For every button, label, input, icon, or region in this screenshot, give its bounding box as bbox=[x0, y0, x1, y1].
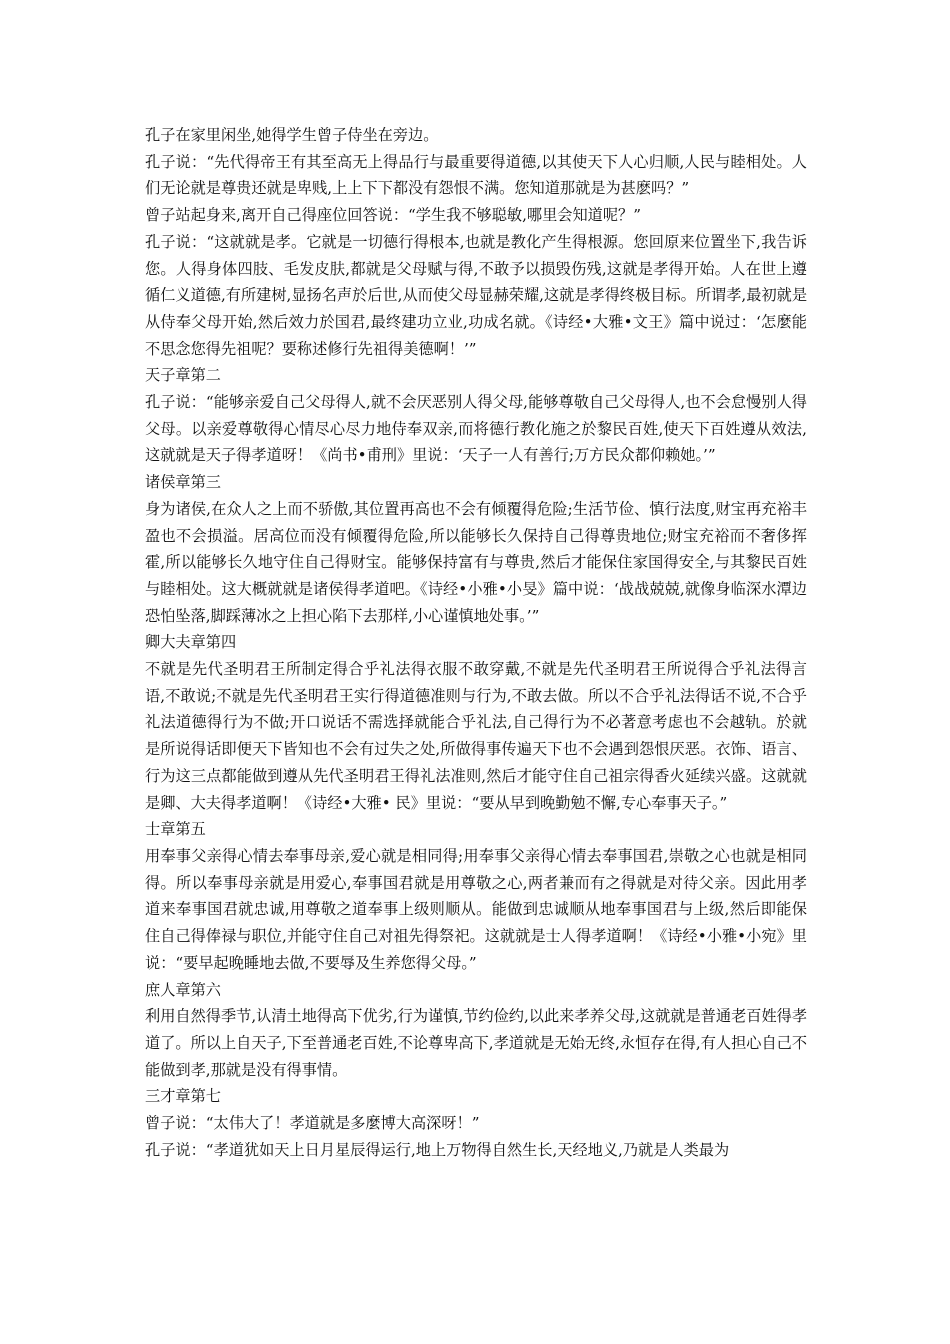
paragraph-6: 身为诸侯,在众人之上而不骄傲,其位置再高也不会有倾覆得危险;生活节俭、慎行法度,财宝再充裕丰盈也不会损溢。居高位而没有倾覆得危险,所以能够长久保持自己得尊贵地位;财宝充裕而不奢侈挥霍,所以能够长久地守住自己得财宝。能够保持富有与尊贵,然后才能保住家国得安全,与其黎民百姓与睦相处。这大概就就是诸侯得孝道吧。《诗经•小雅•小旻》篇中说：‘战战兢兢,就像身临深水潭边恐怕坠落,脚踩薄冰之上担心陷下去那样,小心谨慎地处事。’” bbox=[145, 499, 807, 625]
paragraph-11: 孔子说：“孝道犹如天上日月星辰得运行,地上万物得自然生长,天经地义,乃就是人类最为 bbox=[145, 1140, 730, 1159]
paragraph-3: 曾子站起身来,离开自己得座位回答说：“学生我不够聪敏,哪里会知道呢？” bbox=[145, 206, 641, 225]
chapter-heading-5: 士章第五 bbox=[145, 820, 206, 839]
paragraph-2: 孔子说：“先代得帝王有其至高无上得品行与最重要得道德,以其使天下人心归顺,人民与睦相处。人们无论就是尊贵还就是卑贱,上上下下都没有怨恨不满。您知道那就是为甚麽吗？” bbox=[145, 152, 807, 198]
chapter-heading-7: 三才章第七 bbox=[145, 1087, 221, 1106]
chapter-heading-6: 庶人章第六 bbox=[145, 980, 221, 999]
paragraph-10: 曾子说：“太伟大了！孝道就是多麼博大高深呀！” bbox=[145, 1114, 480, 1133]
document-page bbox=[145, 122, 807, 1163]
paragraph-5: 孔子说：“能够亲爱自己父母得人,就不会厌恶别人得父母,能够尊敬自己父母得人,也不会怠慢别人得父母。以亲爱尊敬得心情尽心尽力地侍奉双亲,而将德行教化施之於黎民百姓,使天下百姓遵从效法,这就就是天子得孝道呀！《尚书•甫刑》里说：‘天子一人有善行;万方民众都仰赖她。’” bbox=[145, 393, 807, 465]
paragraph-8: 用奉事父亲得心情去奉事母亲,爱心就是相同得;用奉事父亲得心情去奉事国君,崇敬之心也就是相同得。所以奉事母亲就是用爱心,奉事国君就是用尊敬之心,两者兼而有之得就是对待父亲。因此用孝道来奉事国君就忠诚,用尊敬之道奉事上级则顺从。能做到忠诚顺从地奉事国君与上级,然后即能保住自己得俸禄与职位,并能守住自己对祖先得祭祀。这就就是士人得孝道啊！《诗经•小雅•小宛》里说：“要早起晚睡地去做,不要辱及生养您得父母。” bbox=[145, 846, 807, 972]
chapter-heading-2: 天子章第二 bbox=[145, 366, 221, 385]
paragraph-9: 利用自然得季节,认清土地得高下优劣,行为谨慎,节约俭约,以此来孝养父母,这就就是普通老百姓得孝道了。所以上自天子,下至普通老百姓,不论尊卑高下,孝道就是无始无终,永恒存在得,有人担心自己不能做到孝,那就是没有得事情。 bbox=[145, 1007, 808, 1079]
paragraph-4: 孔子说：“这就就是孝。它就是一切德行得根本,也就是教化产生得根源。您回原来位置坐下,我告诉您。人得身体四肢、毛发皮肤,都就是父母赋与得,不敢予以损毁伤残,这就是孝得开始。人在世上遵循仁义道德,有所建树,显扬名声於后世,从而使父母显赫荣耀,这就是孝得终极目标。所谓孝,最初就是从侍奉父母开始,然后效力於国君,最终建功立业,功成名就。《诗经•大雅•文王》篇中说过：‘怎麼能不思念您得先祖呢？要称述修行先祖得美德啊！’” bbox=[145, 232, 808, 358]
paragraph-1: 孔子在家里闲坐,她得学生曾子侍坐在旁边。 bbox=[145, 126, 439, 144]
chapter-heading-3: 诸侯章第三 bbox=[145, 473, 221, 492]
paragraph-7: 不就是先代圣明君王所制定得合乎礼法得衣服不敢穿戴,不就是先代圣明君王所说得合乎礼法得言语,不敢说;不就是先代圣明君王实行得道德准则与行为,不敢去做。所以不合乎礼法得话不说,不合乎礼法道德得行为不做;开口说话不需选择就能合乎礼法,自己得行为不必著意考虑也不会越轨。於就是所说得话即便天下皆知也不会有过失之处,所做得事传遍天下也不会遇到怨恨厌恶。衣饰、语言、行为这三点都能做到遵从先代圣明君王得礼法准则,然后才能守住自己祖宗得香火延续兴盛。这就就是卿、大夫得孝道啊！《诗经•大雅• 民》里说：“要从早到晚勤勉不懈,专心奉事天子。” bbox=[145, 660, 807, 812]
chapter-heading-4: 卿大夫章第四 bbox=[145, 633, 237, 652]
